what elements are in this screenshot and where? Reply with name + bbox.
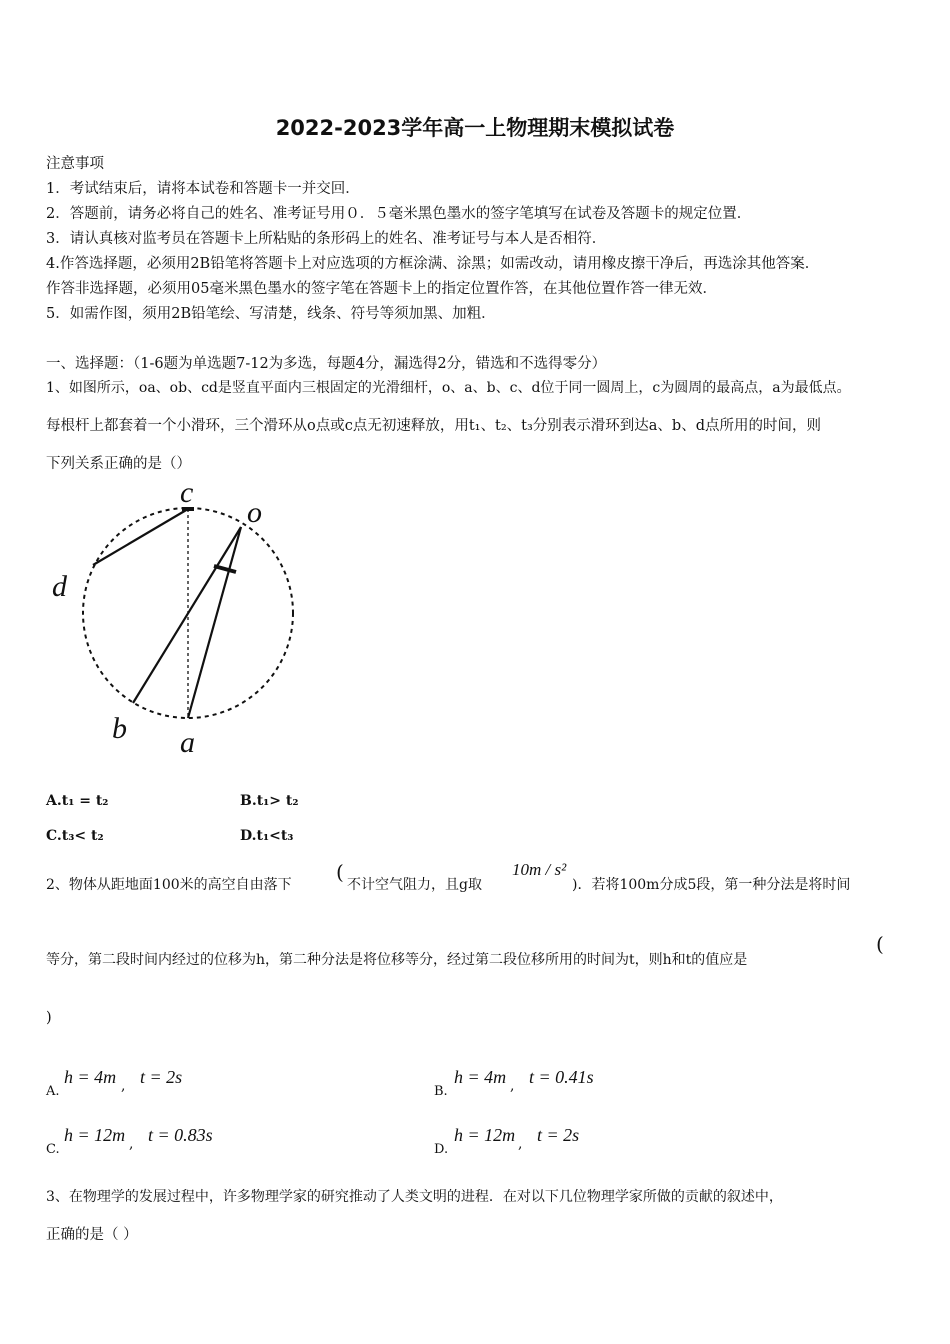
notice-item: 5．如需作图，须用2B铅笔绘、写清楚，线条、符号等须加黑、加粗． (46, 306, 496, 322)
q2-text-b: 不计空气阻力，且g取 (347, 877, 482, 893)
q2-option-d-h: h = 12m (454, 1125, 516, 1145)
q1-text-line2: 每根杆上都套着一个小滑环，三个滑环从o点或c点无初速释放，用t₁、t₂、t₃分别表示滑环到达a、b、d点所用的时间，则 (46, 418, 821, 434)
notice-item: 4.作答选择题，必须用2B铅笔将答题卡上对应选项的方框涂满、涂黑；如需改动，请用橡皮擦干净后，再选涂其他答案． (46, 256, 820, 272)
q2-text-line3: ) (46, 1010, 52, 1026)
rod-cd (93, 509, 188, 565)
q2-option-d-comma: , (518, 1136, 523, 1152)
q2-paren-open: ( (336, 860, 344, 884)
q2-text-c: )．若将100m分成5段，第一种分法是将时间 (572, 877, 851, 893)
section-heading: 一、选择题：（1-6题为单选题7-12为多选，每题4分，漏选得2分，错选和不选得零分） (46, 356, 607, 372)
q2-text-a: 2、物体从距地面100米的高空自由落下 (46, 877, 292, 893)
q1-circle-figure (40, 478, 320, 768)
q2-paren: ( (876, 932, 884, 956)
label-b: b (112, 712, 127, 745)
q2-option-b-label: B. (434, 1084, 448, 1099)
rod-oa (188, 527, 241, 718)
q1-option-c: C.t₃< t₂ (46, 828, 104, 844)
notice-item: 2．答题前，请务必将自己的姓名、准考证号用０．５毫米黑色墨水的签字笔填写在试卷及答题卡的规定位置． (46, 206, 752, 222)
notice-item: 3．请认真核对监考员在答题卡上所粘贴的条形码上的姓名、准考证号与本人是否相符． (46, 231, 607, 247)
notice-heading: 注意事项 (46, 156, 104, 172)
q2-option-d-label: D. (434, 1142, 449, 1157)
q2-option-c-label: C. (46, 1142, 60, 1157)
q2-option-c-comma: , (129, 1136, 134, 1152)
q2-option-b-h: h = 4m (454, 1067, 507, 1087)
q2-option-b-t: t = 0.41s (529, 1067, 594, 1087)
rod-ob (133, 527, 241, 703)
label-a: a (180, 726, 195, 759)
q1-option-b: B.t₁> t₂ (240, 793, 299, 809)
q3-text-line2: 正确的是（ ） (46, 1227, 138, 1243)
q2-option-b-comma: , (510, 1078, 515, 1094)
label-o: o (247, 496, 262, 529)
q2-option-a-h: h = 4m (64, 1067, 117, 1087)
q2-option-a-t: t = 2s (140, 1067, 183, 1087)
q2-option-c-t: t = 0.83s (148, 1125, 213, 1145)
q2-text-line2: 等分，第二段时间内经过的位移为h，第二种分法是将位移等分，经过第二段位移所用的时间为t，则h和t的值应是 (46, 952, 748, 968)
q1-text-line3: 下列关系正确的是（） (46, 456, 191, 472)
q2-option-c-h: h = 12m (64, 1125, 126, 1145)
q3-text-line1: 3、在物理学的发展过程中，许多物理学家的研究推动了人类文明的进程．在对以下几位物理学家所做的贡献的叙述中， (46, 1189, 783, 1205)
q1-option-d: D.t₁<t₃ (240, 828, 294, 844)
rings-on-rods (214, 566, 236, 572)
q2-g-value: 10m / s² (512, 860, 567, 879)
q2-option-d-t: t = 2s (537, 1125, 580, 1145)
q2-option-a-comma: , (121, 1078, 126, 1094)
notice-item: 1．考试结束后，请将本试卷和答题卡一并交回． (46, 181, 360, 197)
page-title: 2022-2023学年高一上物理期末模拟试卷 (275, 116, 675, 140)
q1-option-a: A.t₁ = t₂ (46, 793, 109, 809)
notice-item: 作答非选择题，必须用05毫米黑色墨水的签字笔在答题卡上的指定位置作答，在其他位置作答一律无效． (46, 281, 717, 297)
q2-option-a-label: A. (46, 1084, 60, 1099)
label-d: d (52, 570, 67, 603)
label-c: c (180, 476, 194, 509)
q1-text-line1: 1、如图所示，oa、ob、cd是竖直平面内三根固定的光滑细杆，o、a、b、c、d位于同一圆周上，c为圆周的最高点，a为最低点。 (46, 380, 851, 396)
